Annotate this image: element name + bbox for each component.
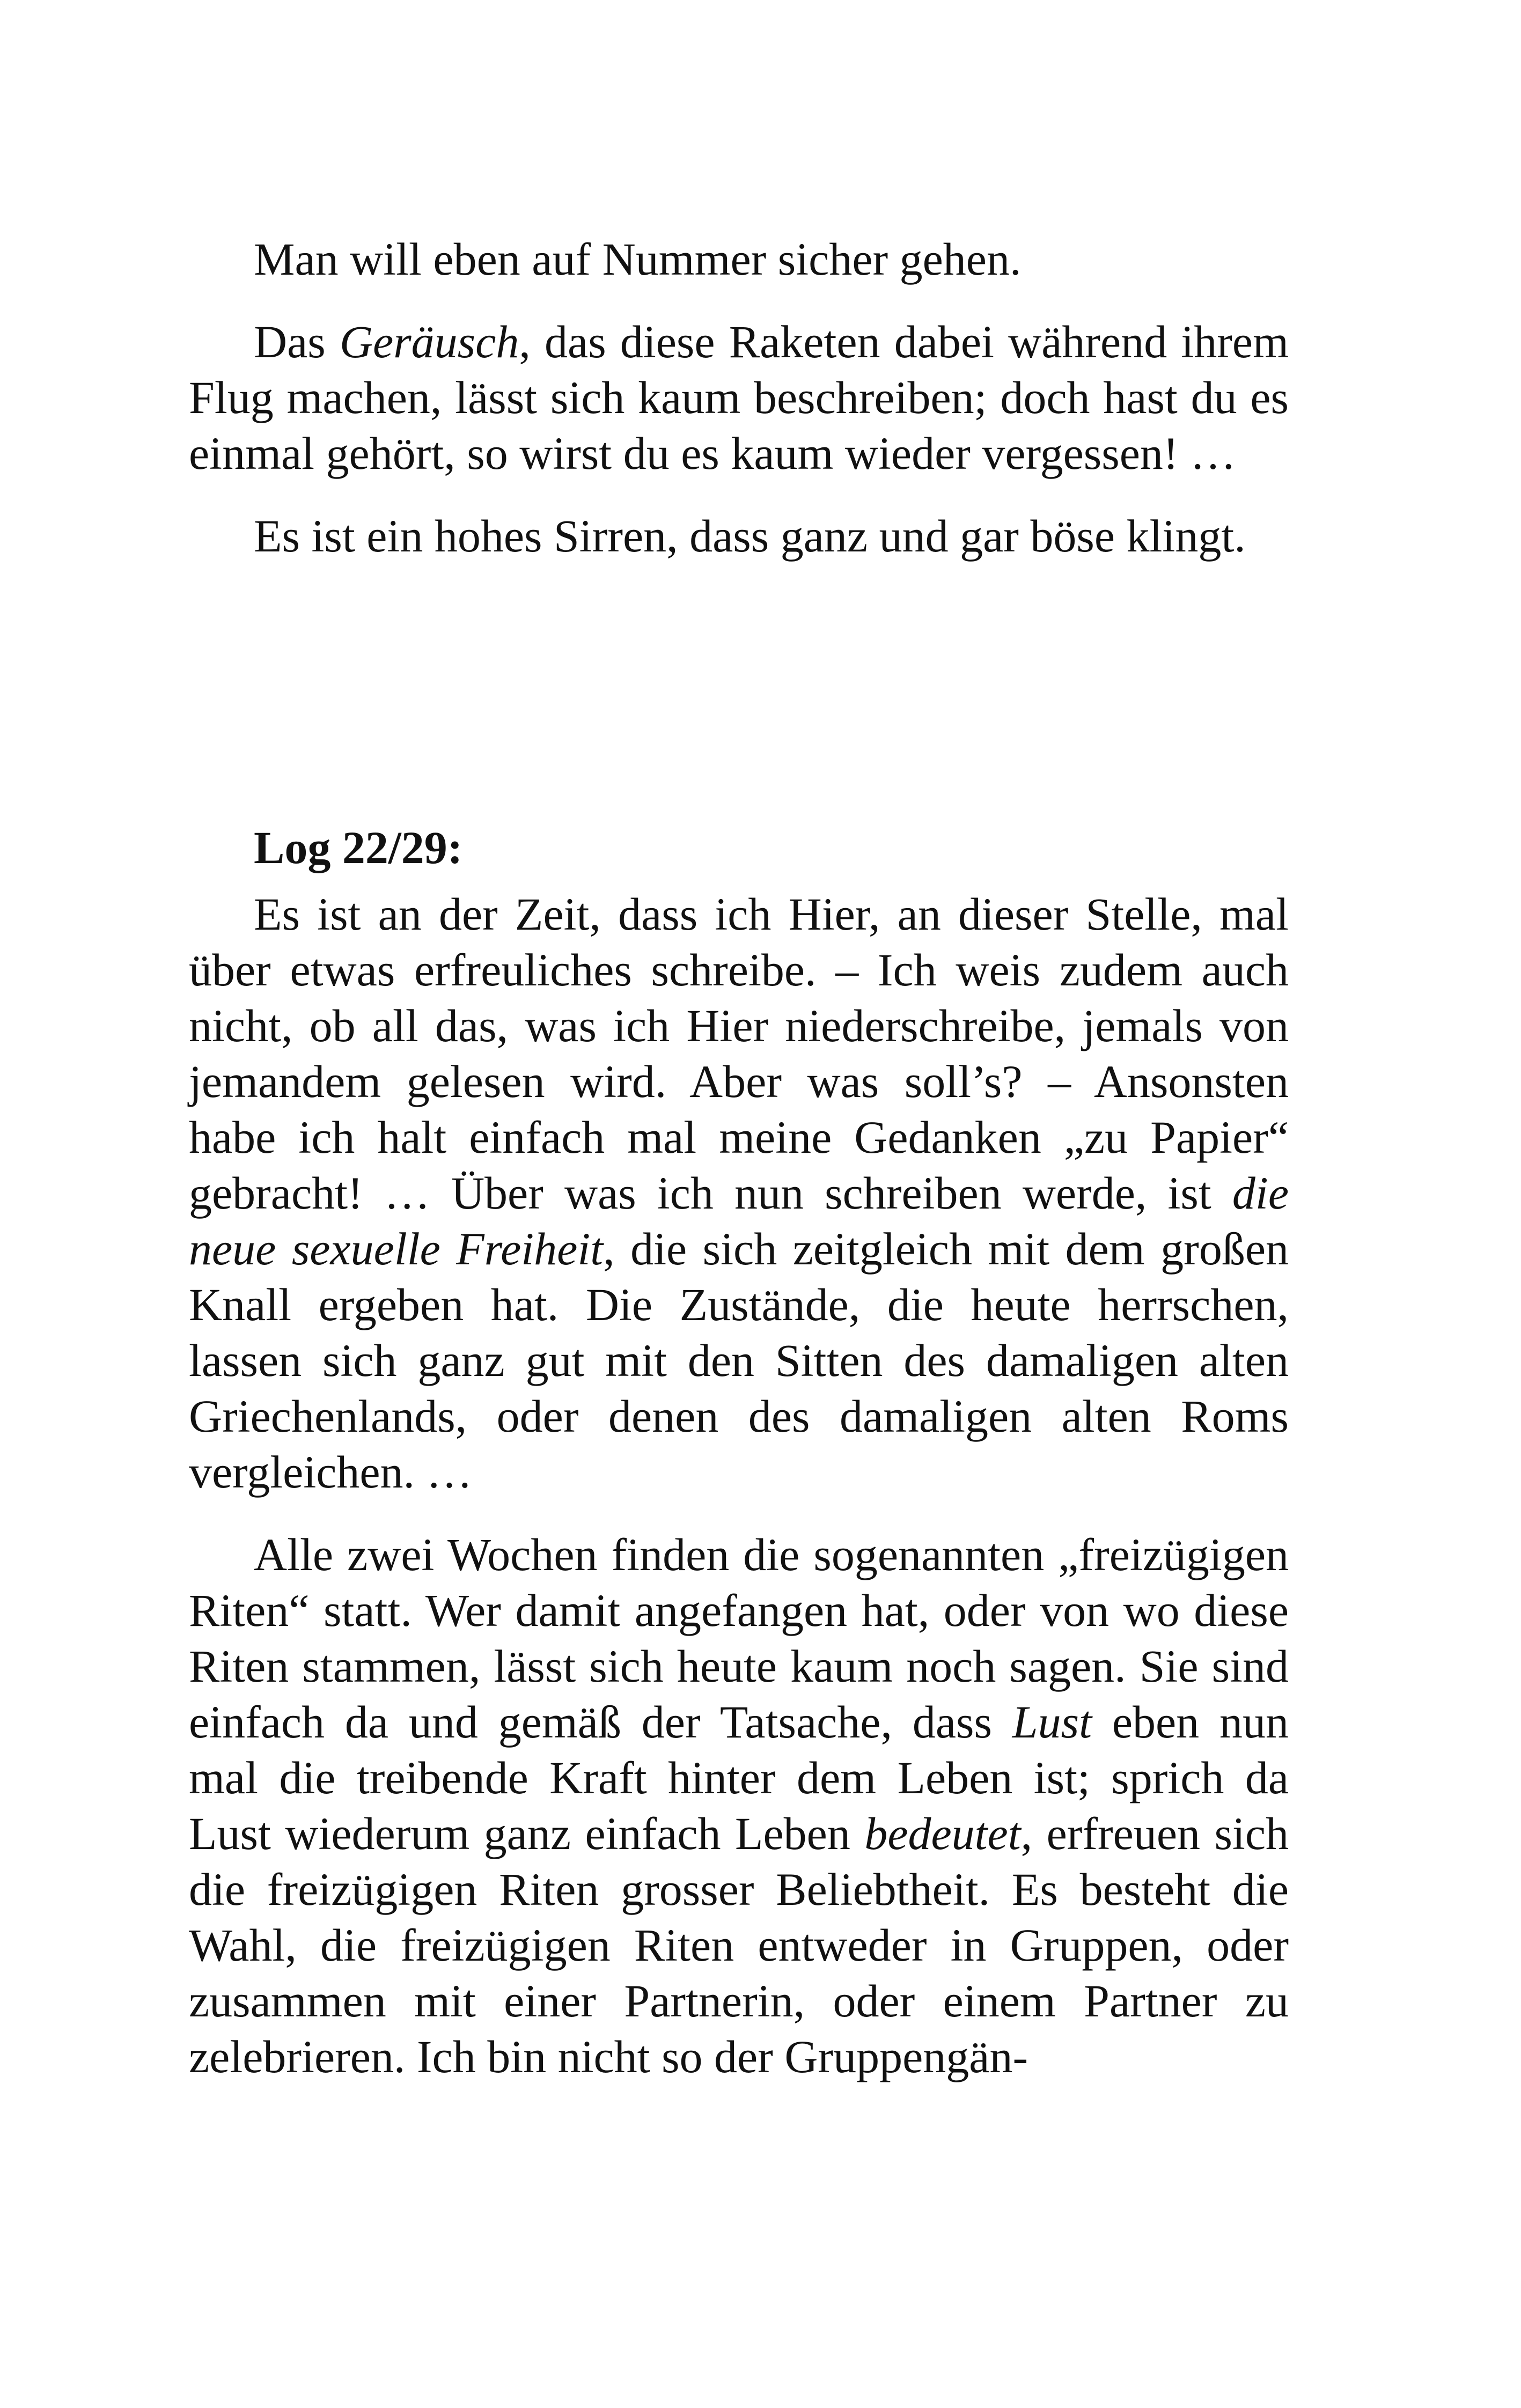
emphasized-text: Geräusch — [339, 316, 519, 367]
emphasized-text: Lust — [1012, 1696, 1092, 1748]
text-block-log — [189, 820, 1289, 2111]
paragraph — [189, 314, 1289, 481]
paragraph-text: eben nun mal die treibende Kraft hinter dem Leben ist; sprich da Lust wiederum ganz einfach Leben — [189, 1696, 1289, 1859]
paragraph-text: , erfreuen sich die freizügigen Riten grosser Beliebtheit. Es besteht die Wahl, die freizügigen Riten entweder in Gruppen, oder zusammen mit einer Partnerin, oder einem Partner zu zelebrieren. Ich bin nicht so der Gruppengän- — [189, 1808, 1289, 2082]
paragraph-text: Es ist an der Zeit, dass ich Hier, an dieser Stelle, mal über etwas erfreuliches schreibe. – Ich weis zudem auch nicht, ob all das, was ich Hier niederschreibe, jemals von jemandem gelesen wird. Aber was soll’s? – Ansonsten habe ich halt einfach mal meine Gedanken „zu Papier“ gebracht! … Über was ich nun schreiben werde, ist — [189, 888, 1289, 1219]
emphasized-text: die neue sexuelle Freiheit — [189, 1167, 1289, 1275]
paragraph-text: Es ist ein hohes Sirren, dass ganz und gar böse klingt. — [254, 510, 1246, 562]
paragraph — [189, 886, 1289, 1500]
paragraph-text: Das — [254, 316, 340, 367]
paragraph — [189, 231, 1289, 287]
emphasized-text: bedeutet — [864, 1808, 1021, 1859]
paragraph — [189, 1527, 1289, 2085]
paragraph-text: , die sich zeitgleich mit dem großen Knall ergeben hat. Die Zustände, die heute herrschen, lassen sich ganz gut mit den Sitten des damaligen alten Griechenlands, oder denen des damaligen alten Roms vergleichen. … — [189, 1223, 1289, 1498]
paragraph — [189, 508, 1289, 564]
text-block-top — [189, 231, 1289, 591]
paragraph-text: Man will eben auf Nummer sicher gehen. — [254, 233, 1022, 285]
log-heading: Log 22/29: — [254, 822, 463, 873]
paragraph-text: , das diese Raketen dabei während ihrem Flug machen, lässt sich kaum beschreiben; doch hast du es einmal gehört, so wirst du es kaum wieder vergessen! … — [189, 316, 1289, 479]
paragraph-text: Alle zwei Wochen finden die sogenannten „freizügigen Riten“ statt. Wer damit angefangen hat, oder von wo diese Riten stammen, lässt sich heute kaum noch sagen. Sie sind einfach da und gemäß der Tatsache, dass — [189, 1529, 1289, 1748]
